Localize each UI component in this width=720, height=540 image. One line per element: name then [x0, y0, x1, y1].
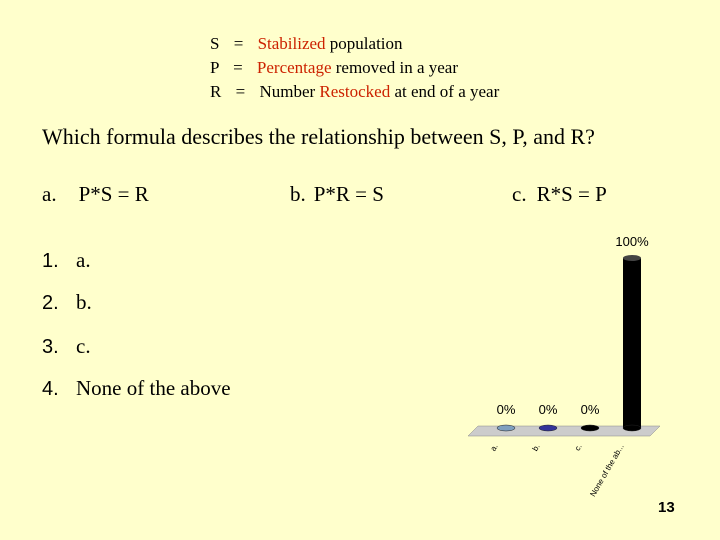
slide-number: 13	[658, 499, 675, 516]
chart-value-label: 0%	[538, 402, 558, 417]
chart-bar	[623, 258, 641, 428]
chart-bar-base	[539, 425, 557, 431]
answer-choice-1[interactable]: 1. a.	[42, 248, 91, 272]
definition-s: S = Stabilized population	[210, 34, 403, 53]
definition-p: P = Percentage removed in a year	[210, 58, 458, 77]
chart-category-label: c.	[572, 442, 584, 453]
chart-bar-base	[623, 425, 641, 431]
question-text: Which formula describes the relationship between S, P, and R?	[42, 124, 595, 149]
definition-r: R = Number Restocked at end of a year	[210, 82, 500, 101]
chart-value-label: 100%	[615, 234, 649, 249]
answer-choice-3[interactable]: 3. c.	[42, 334, 91, 358]
answer-choice-2[interactable]: 2. b.	[42, 290, 92, 314]
chart-bar-top	[623, 255, 641, 261]
chart-category-label: a.	[488, 442, 500, 453]
chart-value-label: 0%	[580, 402, 600, 417]
definitions	[210, 32, 499, 104]
chart-bar-base	[497, 425, 515, 431]
chart-value-label: 0%	[496, 402, 516, 417]
answer-choice-4[interactable]: 4. None of the above	[42, 376, 231, 400]
response-chart	[460, 228, 680, 508]
option-b: b. P*R = S	[290, 182, 384, 206]
chart-category-label: b.	[530, 442, 542, 453]
option-c: c. R*S = P	[512, 182, 607, 206]
chart-bar-base	[581, 425, 599, 431]
option-a: a. P*S = R	[42, 182, 149, 206]
chart-category-label: None of the ab...	[588, 442, 626, 499]
